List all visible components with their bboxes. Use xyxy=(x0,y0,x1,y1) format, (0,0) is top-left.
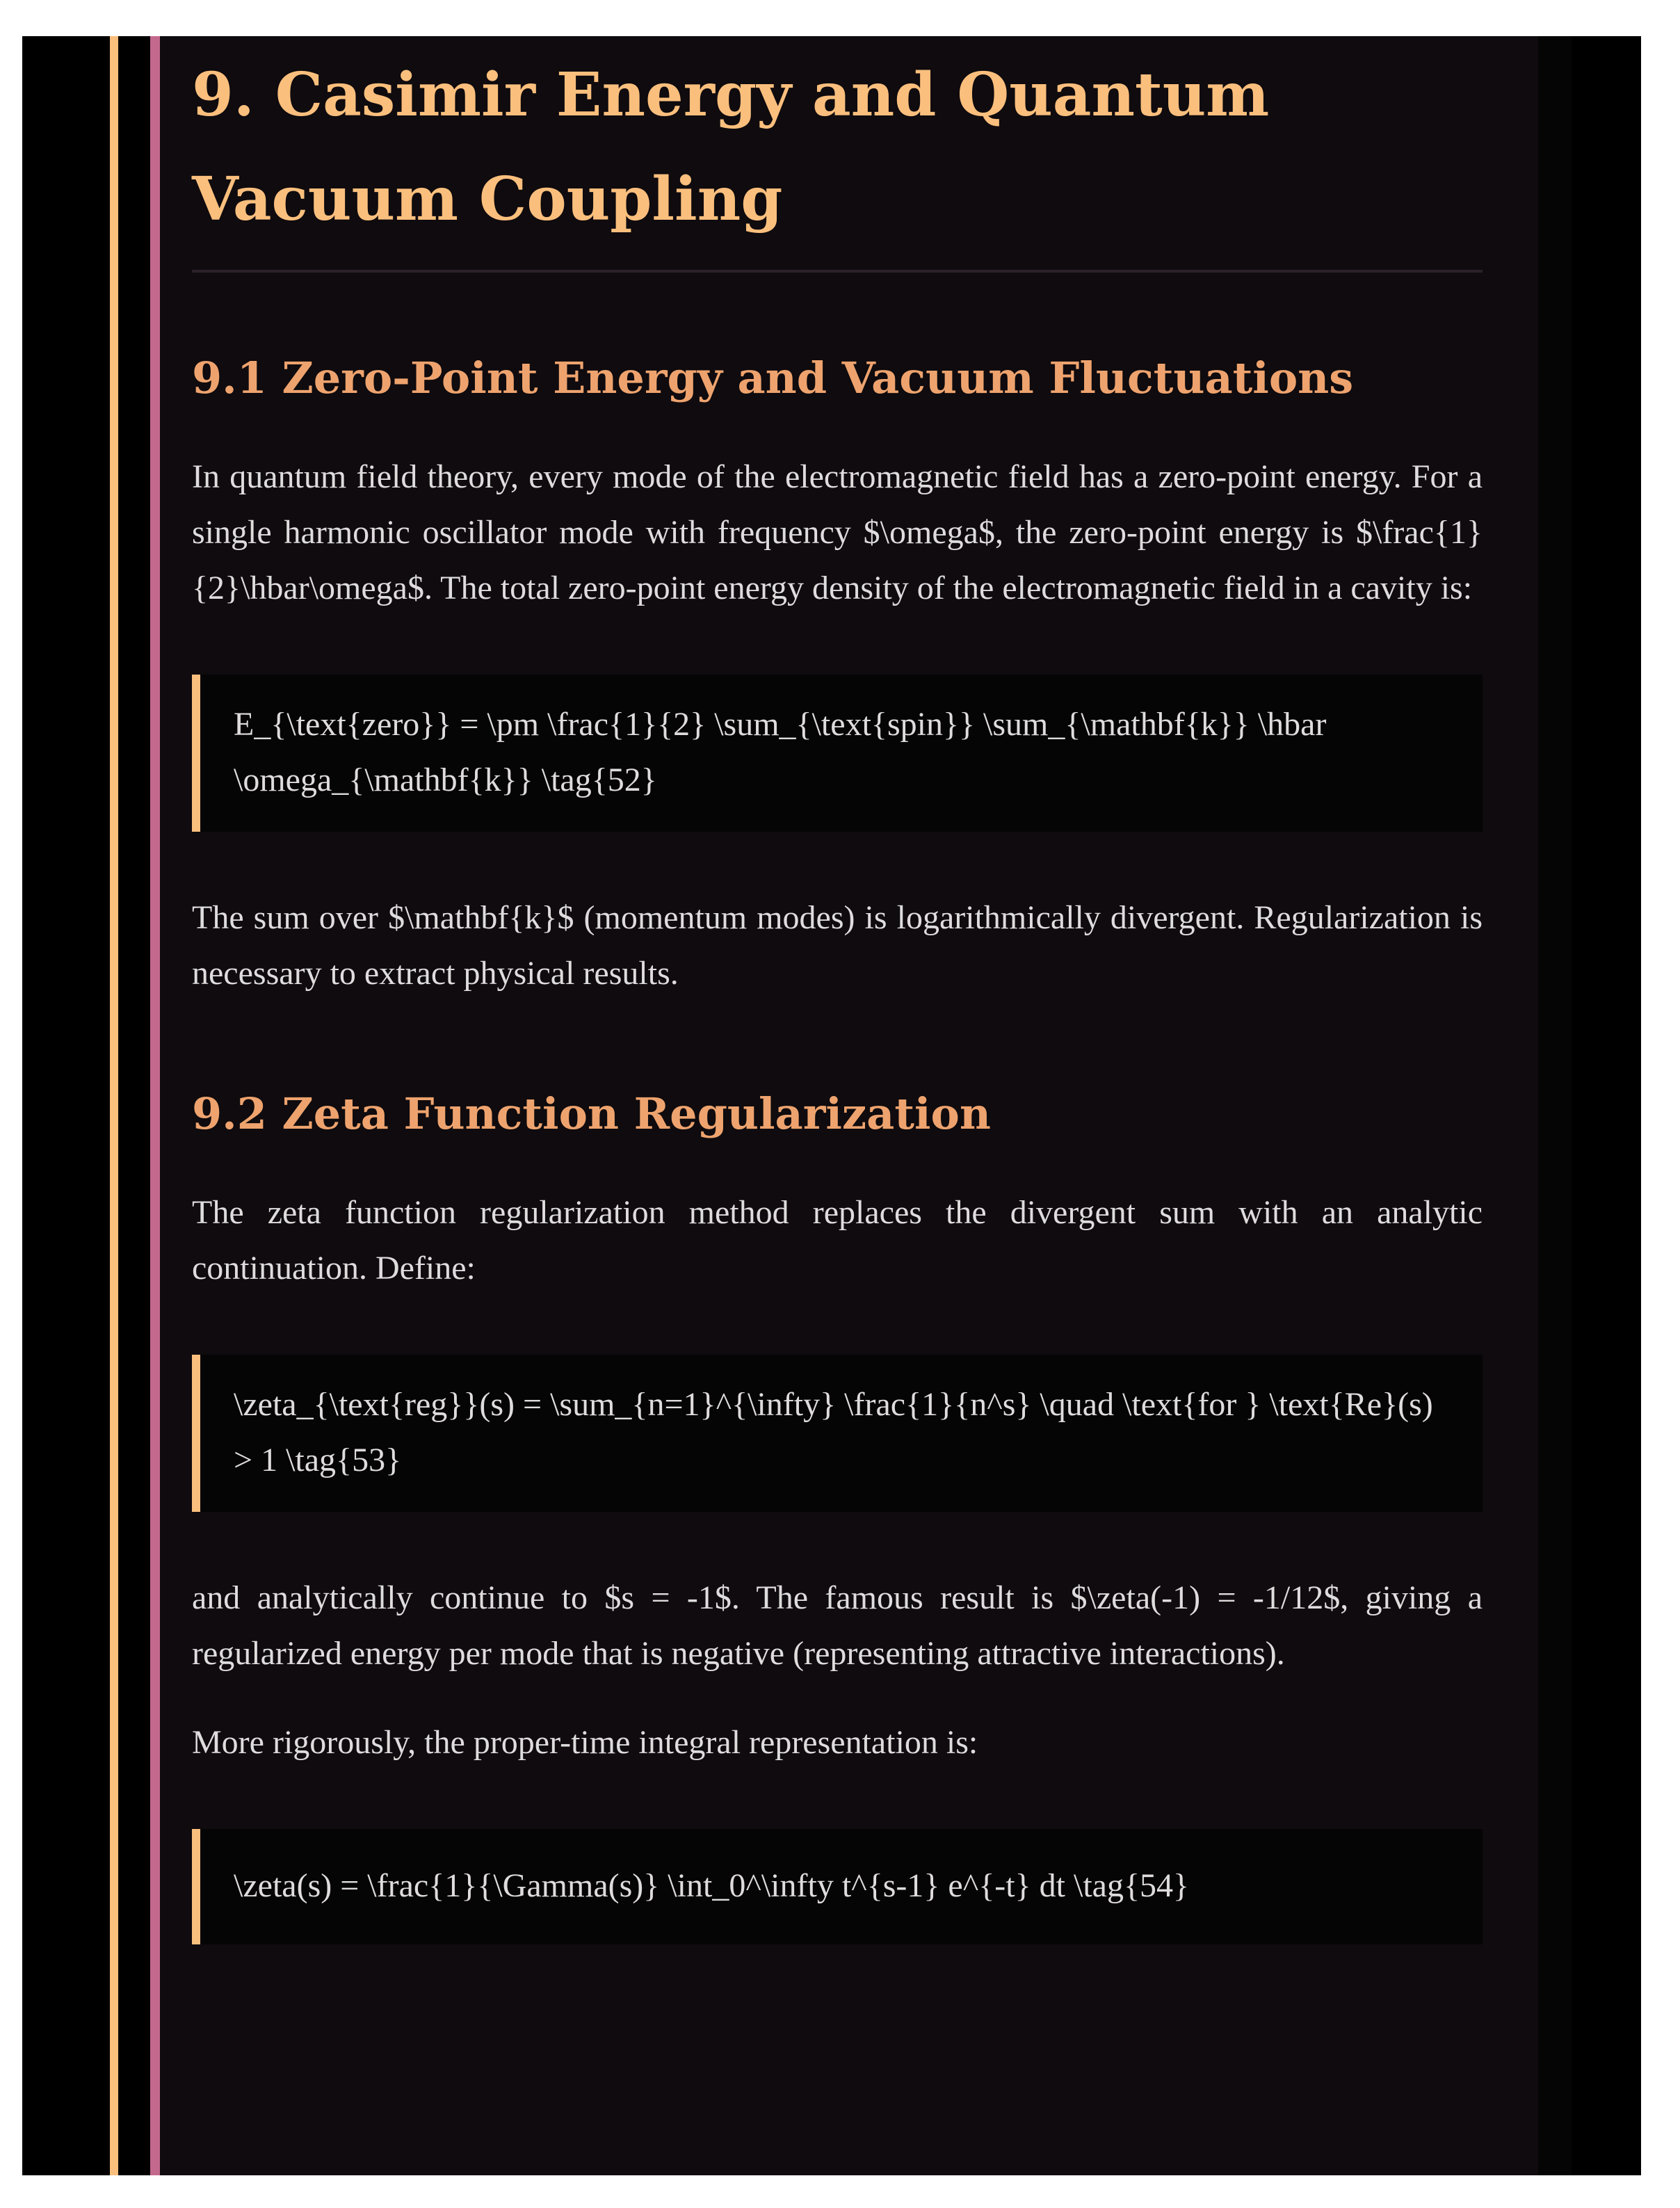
left-accent-rule-orange xyxy=(110,36,118,2175)
article-content xyxy=(192,36,1483,1944)
page-title: 9. Casimir Energy and Quantum Vacuum Coupling xyxy=(192,36,1483,273)
left-accent-rule-pink xyxy=(150,36,160,2175)
right-margin-strip xyxy=(1538,36,1572,2175)
section-9-1-after: The sum over $\mathbf{k}$ (momentum modes) is logarithmically divergent. Regularization is necessary to extract physical results. xyxy=(192,899,1483,992)
section-9-2-after: and analytically continue to $s = -1$. The famous result is $\zeta(-1) = -1/12$, giving a regularized energy per mode that is negative (representing attractive interactions). xyxy=(192,1579,1483,1672)
equation-53: \zeta_{\text{reg}}(s) = \sum_{n=1}^{\infty} \frac{1}{n^s} \quad \text{for } \text{Re}(s) > 1 \tag{53} xyxy=(192,1355,1483,1512)
section-heading-9-1: 9.1 Zero-Point Energy and Vacuum Fluctuations xyxy=(192,353,1354,403)
equation-52: E_{\text{zero}} = \pm \frac{1}{2} \sum_{\text{spin}} \sum_{\mathbf{k}} \hbar \omega_{\mathbf{k}} \tag{52} xyxy=(192,675,1483,832)
section-heading-9-2: 9.2 Zeta Function Regularization xyxy=(192,1088,991,1139)
section-9-2-intro: The zeta function regularization method replaces the divergent sum with an analytic continuation. Define: xyxy=(192,1194,1483,1287)
page xyxy=(22,36,1641,2175)
section-9-2-followup: More rigorously, the proper-time integral representation is: xyxy=(192,1724,978,1761)
section-9-1-intro: In quantum field theory, every mode of the electromagnetic field has a zero-point energy. For a single harmonic oscillator mode with frequency $\omega$, the zero-point energy is $\frac{1}{2}\hbar\omega$. The total zero-point energy density of the electromagnetic field in a cavity is: xyxy=(192,458,1483,606)
equation-54: \zeta(s) = \frac{1}{\Gamma(s)} \int_0^\infty t^{s-1} e^{-t} dt \tag{54} xyxy=(192,1829,1483,1944)
